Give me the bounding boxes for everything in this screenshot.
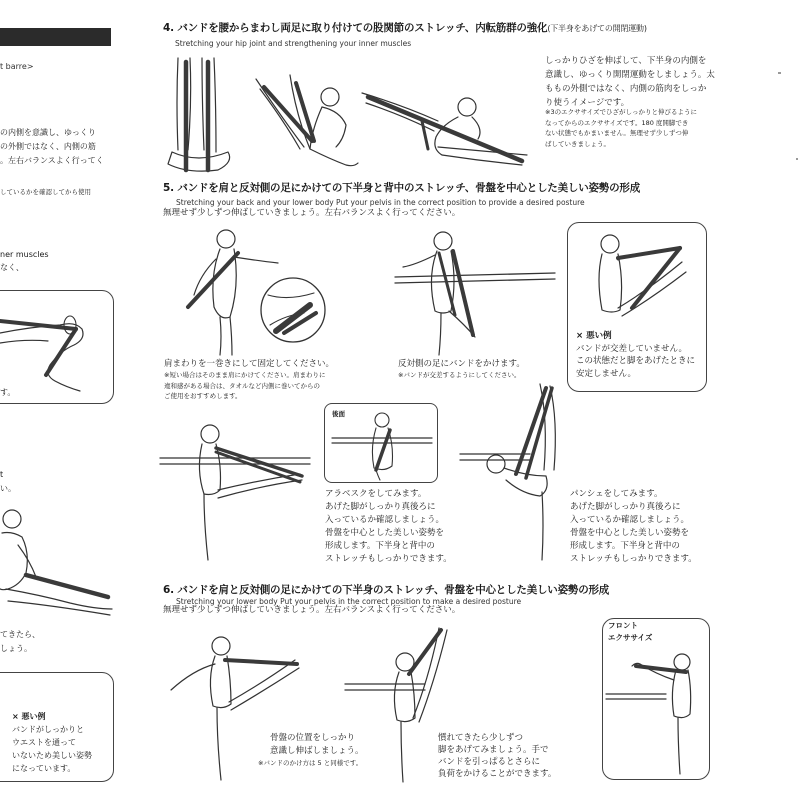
left-para3: t い。 [0,470,16,493]
scan-speck [796,158,798,160]
section5-cap1-note: ※短い場合はそのまま肩にかけてください。肩まわりに 違和感がある場合は、タオルなど内側に巻いてからの ご使用をおすすめします。 [164,371,326,400]
section4-v-sit-figure [250,75,360,175]
section5-arabesque-text: アラベスクをしてみます。 あげた脚がしっかり真後ろに 入っているか確認しましょう。 骨盤を中心とした美しい姿勢を 形成します。下半身と背中の ストレッチもしっかりできます。 [325,489,452,564]
section6-cap1-note: ※バンドのかけ方は 5 と同様です。 [258,759,363,767]
left-legs-band-figure [0,295,115,400]
left-seated-split-figure [0,505,120,620]
section5-penche-text: パンシェをしてみます。 あげた脚がしっかり真後ろに 入っているか確認しましょう。 骨盤を中心とした美しい姿勢を 形成します。下半身と背中の ストレッチもしっかりできます。 [570,489,697,564]
left-caption-b: てきたら、 しょう。 [0,630,40,653]
section5-penche-figure [460,380,570,560]
section4-title: 4. バンドを腰からまわし両足に取り付けての股関節のストレッチ、内転筋群の強化(下半身をあげての開閉運動) [163,22,647,34]
section6-subtitle: Stretching your lower body Put your pelvis in the correct position to make a desired posture [176,597,522,606]
section6-front-label: フロント エクササイズ [608,621,653,642]
section6-cap2: 慣れてきたら少しずつ 脚をあげてみましょう。手で バンドを引っぱるとさらに 負荷をかけることができます。 [438,733,557,779]
section5-leg-on-barre-figure [395,225,555,355]
section5-arabesque-figure [160,420,320,560]
section4-subtitle: Stretching your hip joint and strengthening your inner muscles [175,39,412,48]
left-caption-a: す。 [0,388,16,397]
section5-subtitle: Stretching your back and your lower body Put your pelvis in the correct position to provide a desired posture [176,198,585,207]
section5-cap2-note: ※バンドが交差するようにしてください。 [398,371,521,379]
section5-bad-example-text: × 悪い例 バンドが交差していません。 この状態だと脚をあげたときに 安定しません。 [576,331,696,379]
section5-band-detail-circle [258,275,328,345]
section6-title: 6. バンドを肩と反対側の足にかけての下半身のストレッチ、骨盤を中心とした美しい姿勢の形成 [163,584,610,596]
section6-intro: 無理せず少しずつ伸ばしていきましょう。左右バランスよく行ってください。 [163,605,461,615]
left-para1: の内側を意識し、ゆっくり の外側ではなく、内側の筋 。左右バランスよく行ってく [0,128,104,165]
left-para1b: しているかを確認してから使用 [0,188,91,196]
section5-back-view-figure [332,408,432,480]
section6-cap1: 骨盤の位置をしっかり 意識し伸ばしましょう。 [270,733,364,756]
section4-side-split-figure [362,75,537,175]
section4-note: ※3のエクササイズでひざがしっかりと伸びるように なってからのエクササイズです。180 度開脚でき ない状態でもかまいません。無理せず少しずつ伸 ばしていきましょう。 [545,108,698,148]
left-header-bar [0,28,111,46]
section5-title: 5. バンドを肩と反対側の足にかけての下半身と背中のストレッチ、骨盤を中心とした美しい姿勢の形成 [163,182,641,194]
section6-front-exercise-figure [606,644,706,774]
left-line1: t barre> [0,62,34,71]
section5-cap2: 反対側の足にバンドをかけます。 [398,359,525,369]
section4-body: しっかりひざを伸ばして、下半身の内側を 意識し、ゆっくり開閉運動をしましょう。太 ももの外側ではなく、内側の筋肉をしっか り使うイメージです。 [545,56,715,108]
left-bad-example-text: × 悪い例 バンドがしっかりと ウエストを通って いないため美しい姿勢 になっています。 [12,712,92,773]
section5-intro: 無理せず少しずつ伸ばしていきましょう。左右バランスよく行ってください。 [163,208,461,218]
section4-legs-up-figure [158,52,243,177]
scan-speck [778,72,781,74]
left-para2: ner muscles なく、 [0,250,49,272]
section5-cap1: 肩まわりを一巻きにして固定してください。 [164,359,335,369]
section5-back-label: 後面 [332,410,345,418]
section5-bad-example-figure [572,228,700,328]
